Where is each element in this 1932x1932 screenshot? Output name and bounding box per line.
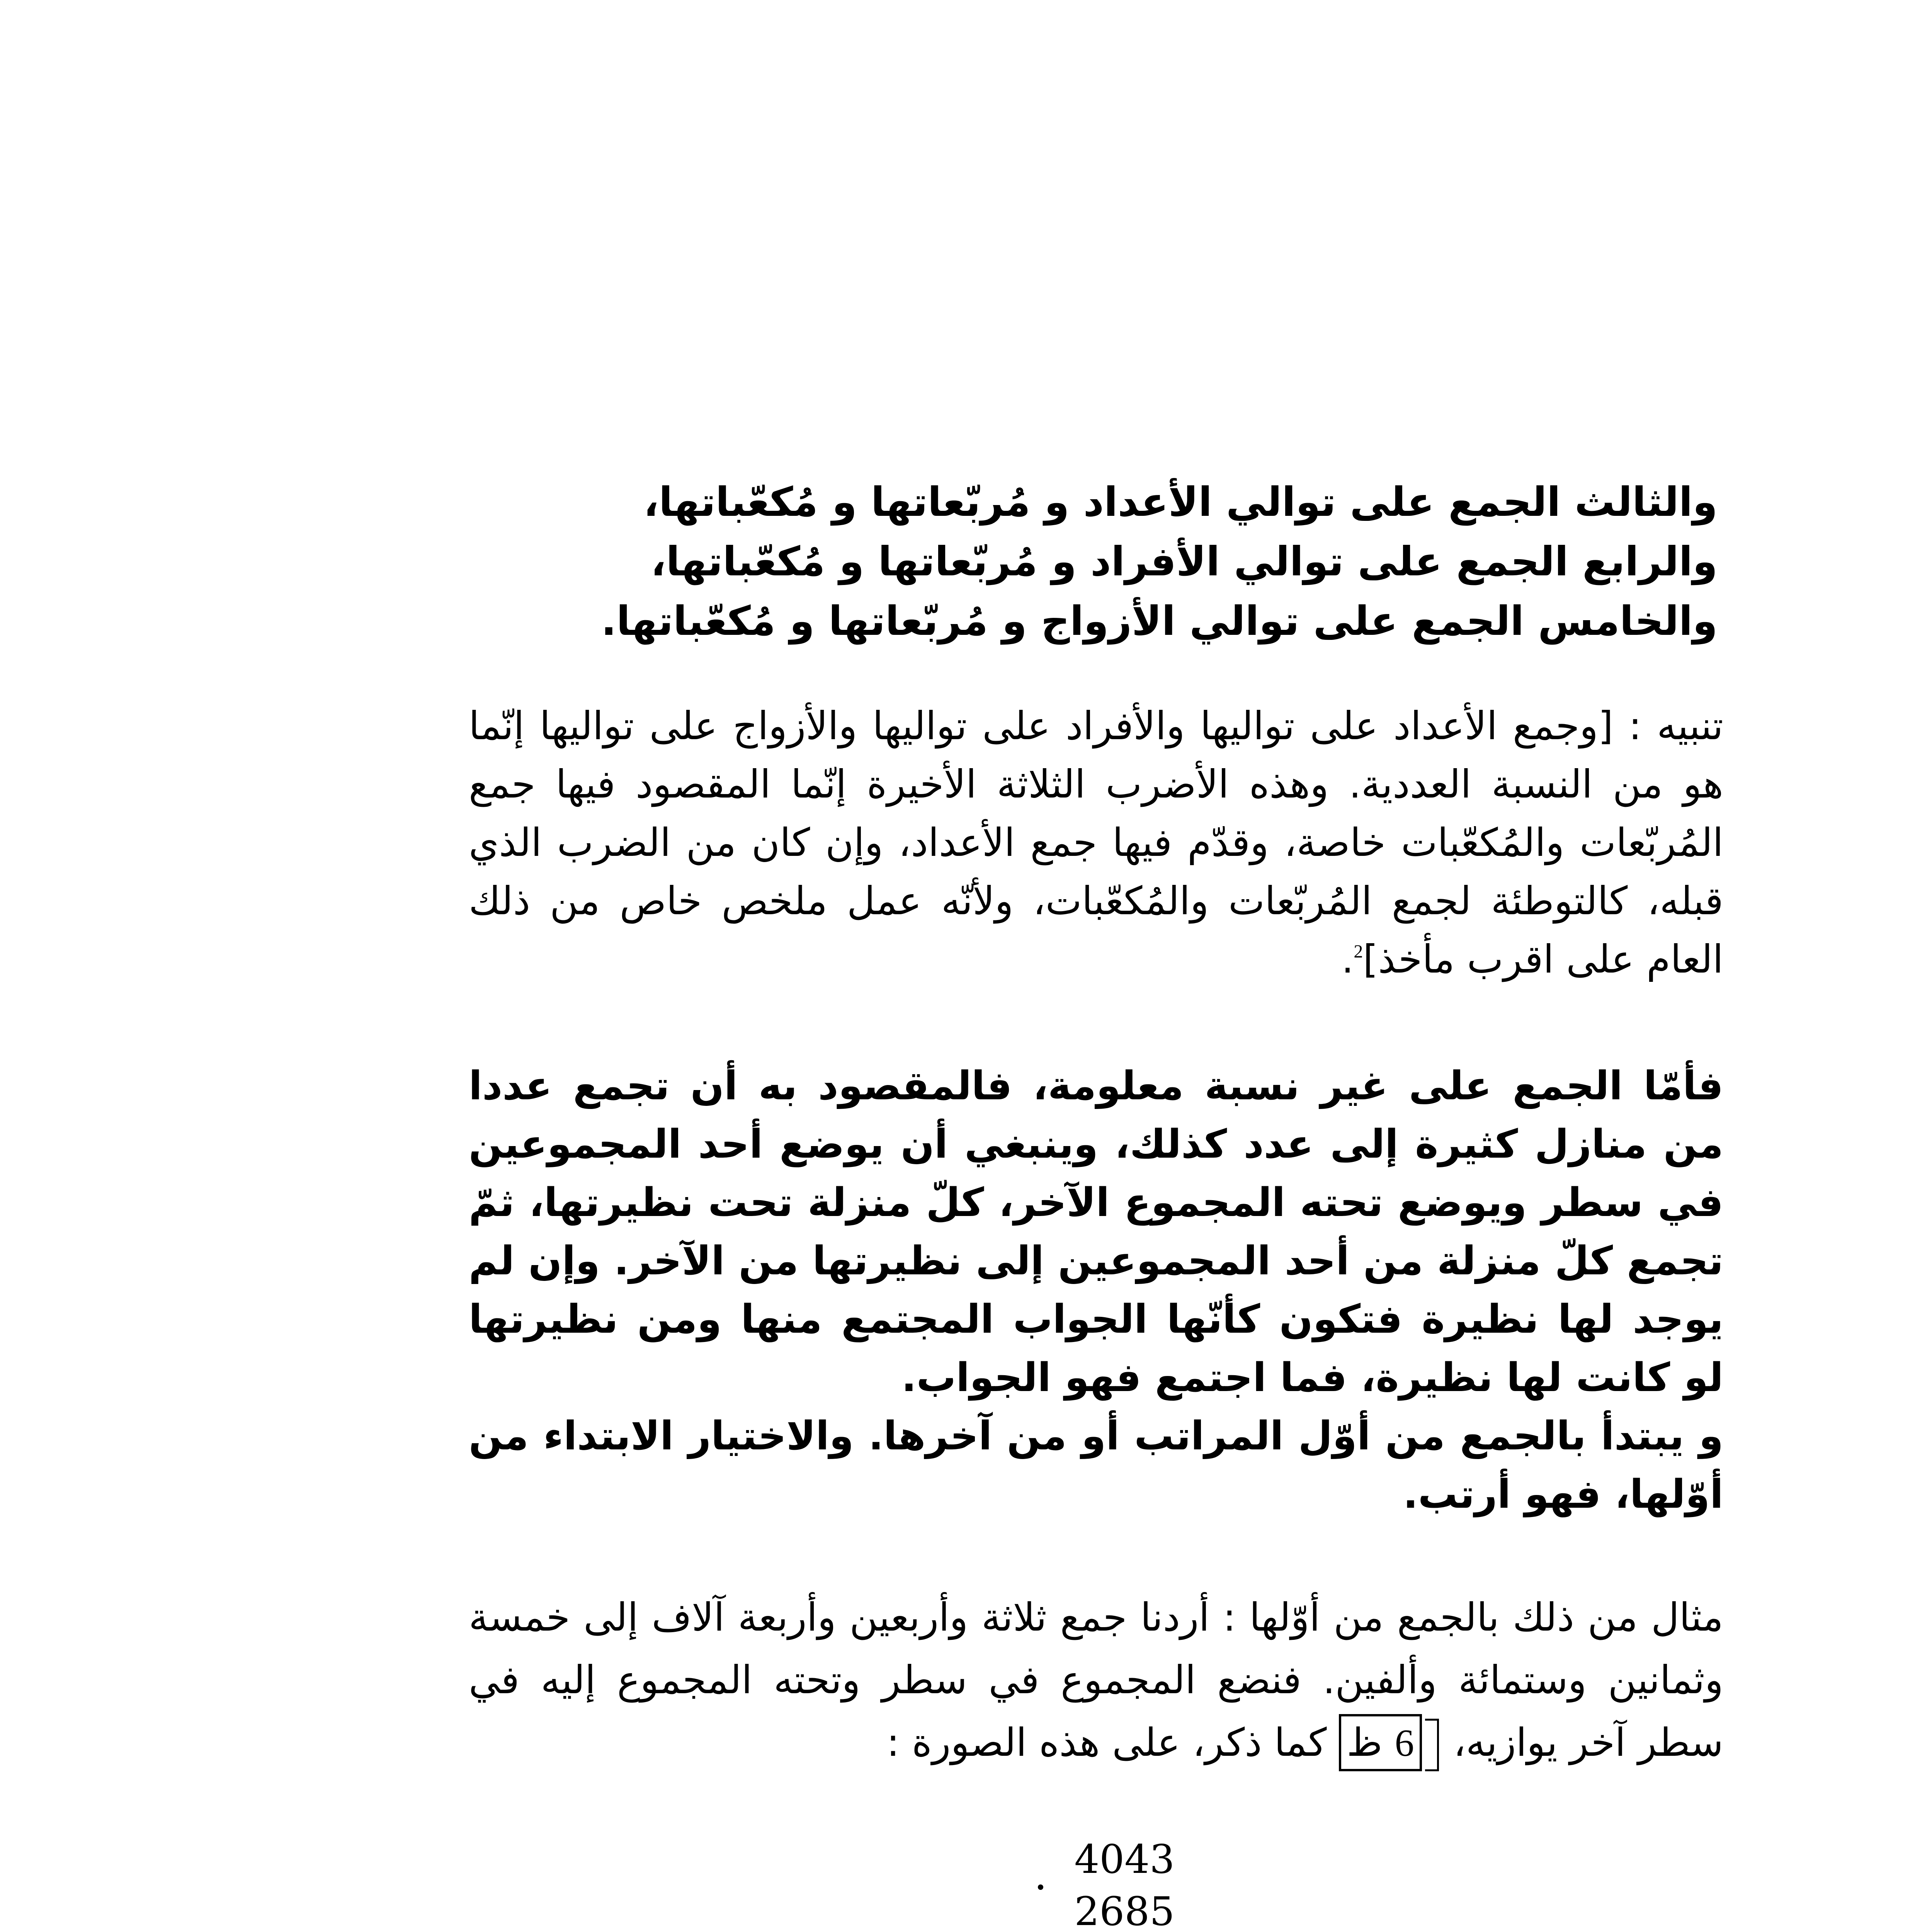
bold-list-block xyxy=(469,472,1723,651)
bold-list-item: والخامس الجمع على توالي الأزواج و مُربّعاتها و مُكعّباتها. xyxy=(601,597,1718,645)
bold-list-item: والثالث الجمع على توالي الأعداد و مُربّعاتها و مُكعّباتها، xyxy=(643,478,1718,526)
bold-paragraph-main: فأمّا الجمع على غير نسبة معلومة، فالمقصود به أن تجمع عددا من منازل كثيرة إلى عدد كذلك، وينبغي أن يوضع أحد المجموعين في سطر ويوضع تحته المجموع الآخر، كلّ منزلة تحت نظيرتها، ثمّ تجمع كلّ منزلة من أحد المجموعين إلى نظيرتها من الآخر. وإن لم يوجد لها نظيرة فتكون كأنّها الجواب المجتمع منها ومن نظيرتها لو كانت لها نظيرة، فما اجتمع فهو الجواب. xyxy=(469,1063,1723,1401)
manuscript-folio-marker xyxy=(1339,1711,1422,1774)
dot-mark xyxy=(1038,1884,1043,1890)
number-bottom: 2685 xyxy=(1074,1889,1175,1932)
addition-example-numbers xyxy=(1043,1833,1175,1932)
folio-number: 6 xyxy=(1395,1721,1414,1764)
example-paragraph xyxy=(469,1586,1723,1774)
example-text: مثال من ذلك بالجمع من أوّلها : أردنا جمع ثلاثة وأربعين وأربعة آلاف إلى خمسة وثمانين وستمائة وألفين. فنضع المجموع في سطر وتحته المجموع إليه في سطر آخر يوازيه، xyxy=(469,1595,1723,1765)
bold-list-item: والرابع الجمع على توالي الأفراد و مُربّعاتها و مُكعّباتها، xyxy=(651,538,1718,585)
folio-letter: ظ xyxy=(1347,1720,1383,1765)
number-top: 4043 xyxy=(1074,1837,1175,1883)
footnote-ref[interactable]: 2 xyxy=(1354,941,1363,962)
example-text-after: كما ذكر، على هذه الصورة : xyxy=(886,1720,1327,1765)
tanbih-text: تنبيه : [وجمع الأعداد على تواليها والأفراد على تواليها والأزواج على تواليها إنّما هو من النسبة العددية. وهذه الأضرب الثلاثة الأخيرة إنّما المقصود فيها جمع المُربّعات والمُكعّبات خاصة، وقدّم فيها جمع الأعداد، وإن كان من الضرب الذي قبله، كالتوطئة لجمع المُربّعات والمُكعّبات، ولأنّه عمل ملخص خاص من ذلك العام على اقرب مأخذ] xyxy=(469,703,1723,982)
bold-paragraph-second: و يبتدأ بالجمع من أوّل المراتب أو من آخرها. والاختيار الابتداء من أوّلها، فهو أرتب. xyxy=(469,1413,1723,1517)
tanbih-paragraph xyxy=(469,697,1723,988)
tanbih-tail: . xyxy=(1341,937,1354,982)
bold-paragraph xyxy=(469,1057,1723,1524)
